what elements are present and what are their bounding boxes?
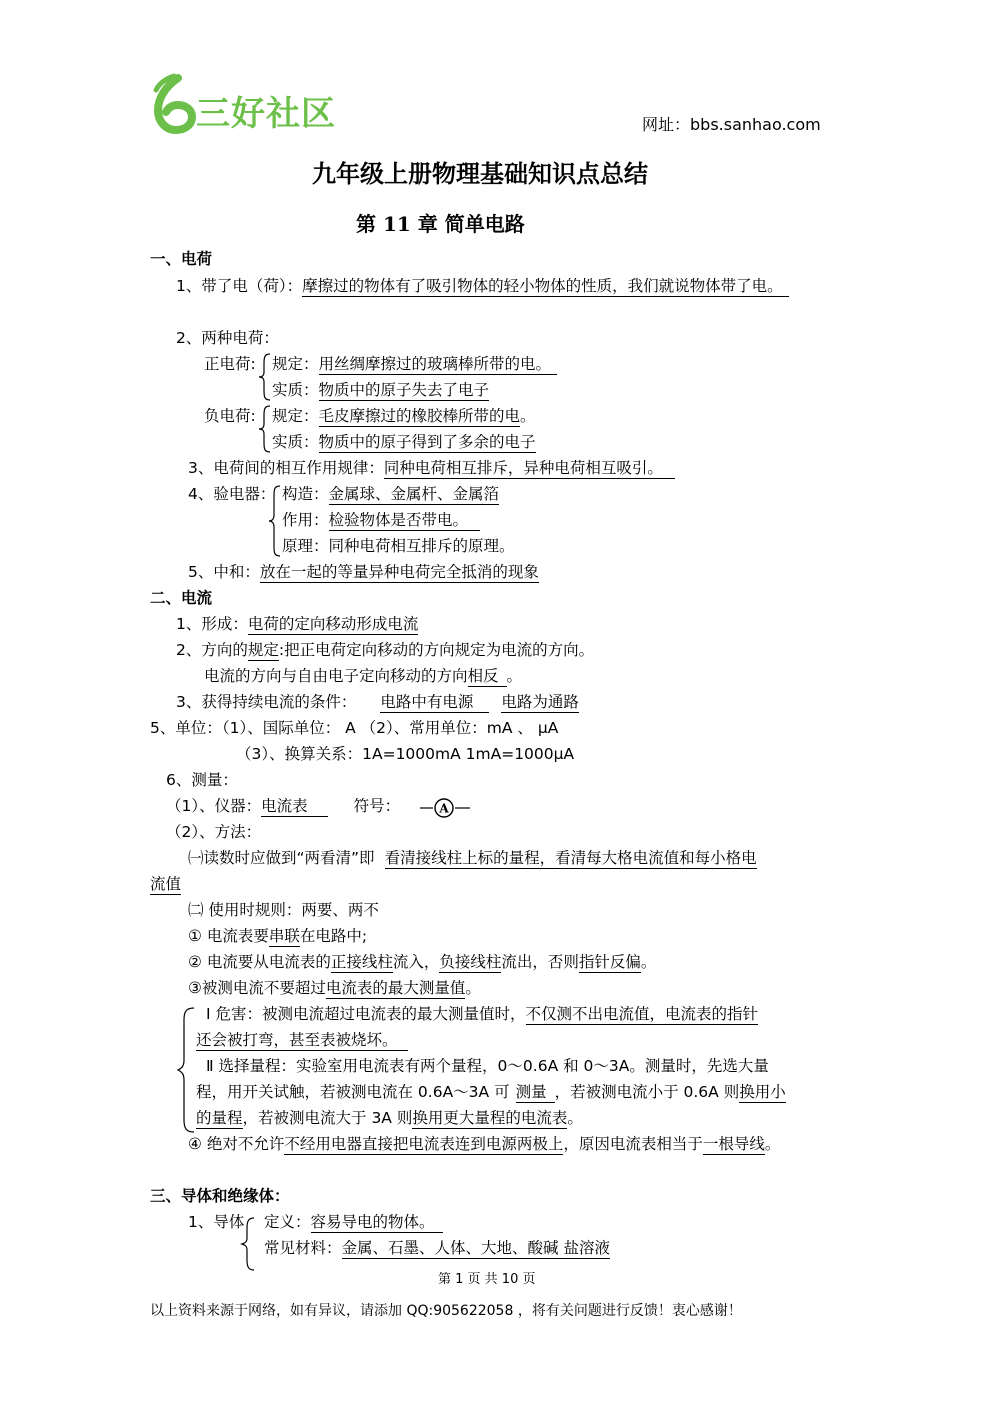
list-item: 构造：金属球、金属杆、金属箔 [282,485,500,503]
list-item: （3）、换算关系：1A=1000mA 1mA=1000μA [236,745,575,763]
list-item: 作用：检验物体是否带电。 [282,510,480,530]
list-item: ㈡ 使用时规则：两要、两不 [188,901,379,919]
list-item: ① 电流表要串联在电路中; [188,927,368,945]
list-item: ② 电流要从电流表的正接线柱流入，负接线柱流出，否则指针反偏。 [188,953,657,971]
list-item: 规定：毛皮摩擦过的橡胶棒所带的电。 [272,407,536,425]
list-item: ④ 绝对不允许不经用电器直接把电流表连到电源两极上，原因电流表相当于一根导线。 [188,1135,781,1153]
list-item: ㈠读数时应做到“两看清”即 看清接线柱上标的量程，看清每大格电流值和每小格电 [188,849,757,867]
ammeter-symbol-letter: A [439,801,449,816]
list-item: 原理：同种电荷相互排斥的原理。 [282,537,515,555]
list-item: 4、验电器： [188,485,276,503]
list-item: 5、单位：（1）、国际单位： A （2）、常用单位：mA 、 μA [150,719,559,737]
list-item: 3、电荷间的相互作用规律：同种电荷相互排斥，异种电荷相互吸引。 [188,458,675,478]
positive-charge-label: 正电荷: [204,355,256,373]
list-item: （1）、仪器：电流表 符号： [166,797,401,815]
list-item: 还会被打弯，甚至表被烧坏。 [196,1030,408,1050]
list-item: 的量程，若被测电流大于 3A 则换用更大量程的电流表。 [196,1109,583,1127]
brace-icon [240,1214,256,1274]
ammeter-symbol-icon [420,797,470,819]
list-item: 1、导体 [188,1213,245,1231]
brace-icon [176,1004,196,1134]
list-item: （2）、方法： [166,823,262,841]
leaf-logo-icon [148,72,200,136]
logo-text: 三好社区 [196,94,336,134]
list-item: 常见材料：金属、石墨、人体、大地、酸碱 盐溶液 [264,1239,610,1257]
brace-icon [258,352,272,402]
list-item: 规定：用丝绸摩擦过的玻璃棒所带的电。 [272,354,557,374]
brace-icon [268,484,282,558]
list-item: 实质：物质中的原子失去了电子 [272,381,490,399]
list-item: 流值 [150,875,182,893]
logo [148,72,348,136]
list-item: ③被测电流不要超过电流表的最大测量值。 [188,979,481,997]
page-number: 第 1 页 共 10 页 [438,1272,536,1287]
section-heading: 三、导体和绝缘体： [150,1187,290,1205]
list-item: 3、获得持续电流的条件： 电路中有电源 电路为通路 [176,693,579,711]
list-item: 电流的方向与自由电子定向移动的方向相反 。 [204,667,523,685]
section-heading: 二、电流 [150,589,213,607]
list-item: 1、形成：电荷的定向移动形成电流 [176,615,419,633]
negative-charge-label: 负电荷: [204,407,256,425]
list-item: 程，用开关试触，若被测电流在 0.6A～3A 可 测量 ，若被测电流小于 0.6A 则换用小 [196,1083,786,1101]
section-heading: 一、电荷 [150,250,213,268]
brace-icon [258,404,272,454]
list-item: 5、中和：放在一起的等量异种电荷完全抵消的现象 [188,563,539,581]
list-item: 2、两种电荷： [176,329,279,347]
footer-note: 以上资料来源于网络，如有异议，请添加 QQ:905622058 ，将有关问题进行反馈！衷心感谢！ [150,1303,742,1319]
list-item: 定义：容易导电的物体。 [264,1212,443,1232]
list-item: Ⅱ 选择量程：实验室用电流表有两个量程，0～0.6A 和 0～3A。测量时，先选大量 [206,1057,769,1075]
list-item: Ⅰ 危害：被测电流超过电流表的最大测量值时，不仅测不出电流值，电流表的指针 [206,1005,759,1023]
page-title: 九年级上册物理基础知识点总结 [312,160,648,188]
list-item: 2、方向的规定:把正电荷定向移动的方向规定为电流的方向。 [176,641,595,659]
list-item: 1、带了电（荷）：摩擦过的物体有了吸引物体的轻小物体的性质，我们就说物体带了电。 [176,276,789,296]
chapter-title: 第 11 章 简单电路 [356,212,525,236]
website-url: 网址：bbs.sanhao.com [642,115,821,134]
list-item: 6、测量： [166,771,238,789]
list-item: 实质：物质中的原子得到了多余的电子 [272,433,536,451]
